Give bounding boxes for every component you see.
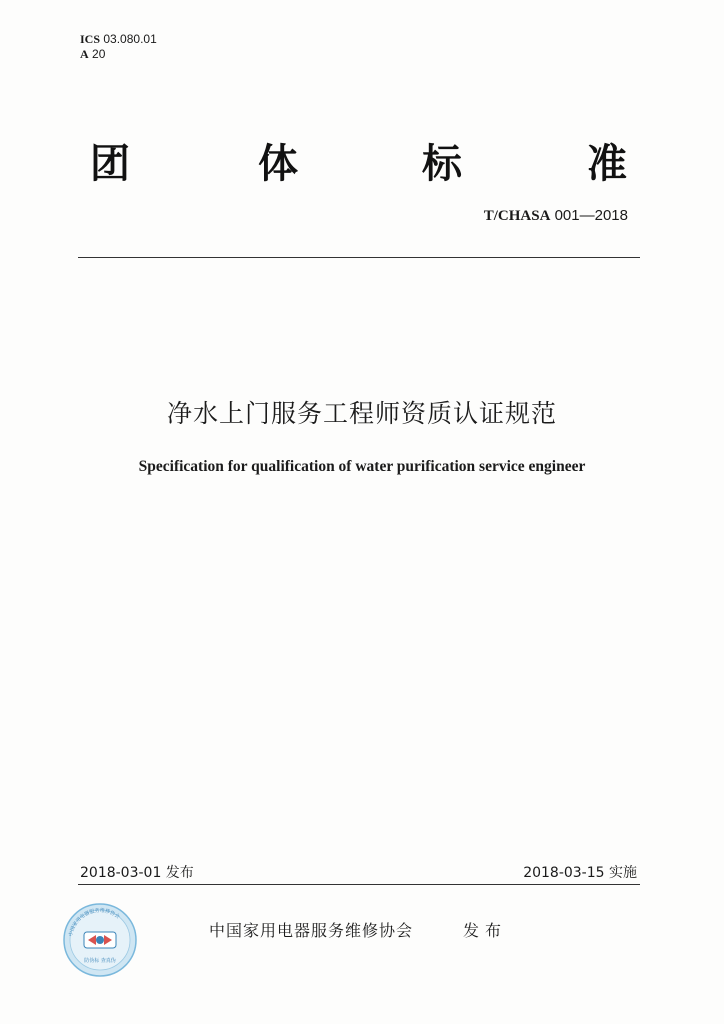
top-divider [78,257,640,258]
category-char-1: 团 [90,141,130,187]
ics-line [80,32,157,47]
standard-number [484,207,628,225]
classification-block [80,32,157,62]
bottom-divider [78,884,640,885]
standard-category [82,132,642,187]
standard-prefix: T/CHASA [483,208,551,224]
implement-date: 2018-03-15 实施 [523,865,637,881]
category-char-3: 标 [422,141,462,187]
publish-date: 2018-03-01 发布 [80,865,194,881]
anti-counterfeit-seal-icon [62,902,138,978]
category-char-4: 准 [587,141,627,187]
english-title: Specification for qualification of water purification service engineer [138,458,586,475]
ccs-label: A [80,47,89,61]
chinese-title: 净水上门服务工程师资质认证规范 [166,399,557,428]
publisher-action: 发布 [463,921,508,940]
seal-bottom-text: 防伪标 查真伪 [84,958,116,964]
standard-code: 001—2018 [554,207,628,224]
publisher-name: 中国家用电器服务维修协会 [209,921,414,940]
category-char-2: 体 [258,141,298,187]
ics-code: 03.080.01 [103,32,157,46]
ics-label: ICS [80,32,101,46]
seal-top-text: 中国家用电器服务维修协会 [68,907,121,937]
ccs-code: 20 [92,47,106,61]
ccs-line [80,47,157,62]
